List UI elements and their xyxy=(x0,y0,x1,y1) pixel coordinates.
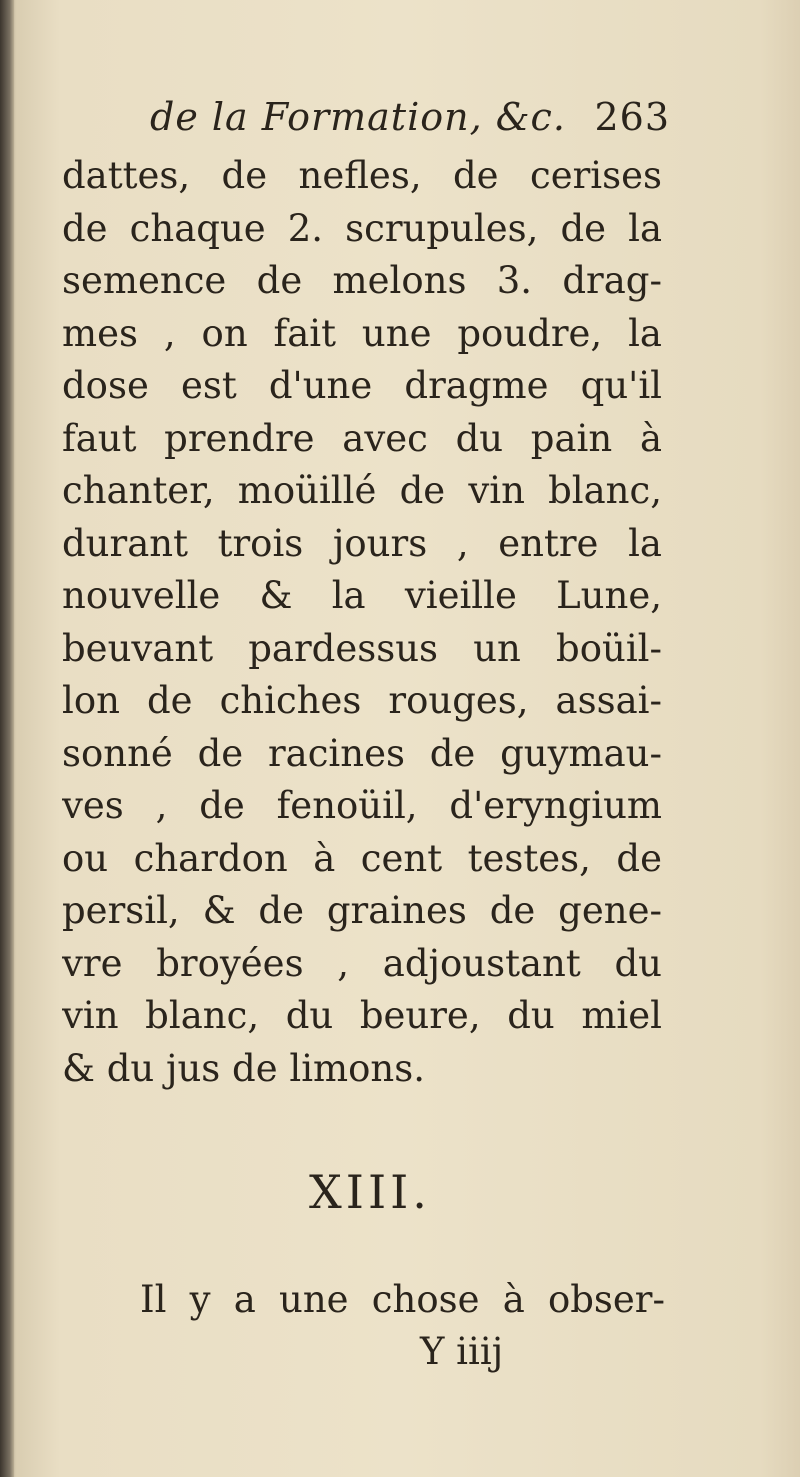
text-line: vin blanc, du beure, du miel xyxy=(62,994,662,1037)
text-line: vre broyées , adjoustant du xyxy=(62,941,662,985)
text-line: semence de melons 3. drag- xyxy=(62,259,662,302)
section-heading: XIII. xyxy=(309,1165,431,1219)
running-header xyxy=(150,95,670,155)
text-line: chanter, moüillé de vin blanc, xyxy=(62,469,662,512)
book-spine xyxy=(0,0,14,1477)
running-title: de la Formation, &c. xyxy=(150,95,566,139)
text-line: dattes, de nefles, de cerises xyxy=(62,154,662,197)
text-line: ves , de fenoüil, d'eryngium xyxy=(62,784,662,827)
text-line: beuvant pardessus un boüil- xyxy=(62,626,662,670)
page-number: 263 xyxy=(594,95,670,139)
text-line: dose est d'une dragme qu'il xyxy=(62,364,662,407)
text-line: faut prendre avec du pain à xyxy=(62,416,662,460)
signature-mark: Y iiij xyxy=(420,1330,504,1373)
text-line-continuation: Il y a une chose à obser- xyxy=(140,1278,665,1321)
text-line: ou chardon à cent testes, de xyxy=(62,836,662,880)
text-line: de chaque 2. scrupules, de la xyxy=(62,206,662,250)
text-line: nouvelle & la vieille Lune, xyxy=(62,574,662,617)
text-line: lon de chiches rouges, assai- xyxy=(62,679,662,722)
text-line: sonné de racines de guymau- xyxy=(62,731,662,775)
text-line: & du jus de limons. xyxy=(62,1046,425,1090)
text-line: mes , on fait une poudre, la xyxy=(62,311,662,355)
text-line: persil, & de graines de gene- xyxy=(62,889,662,932)
text-line: durant trois jours , entre la xyxy=(62,521,662,565)
body-text xyxy=(62,150,662,1095)
